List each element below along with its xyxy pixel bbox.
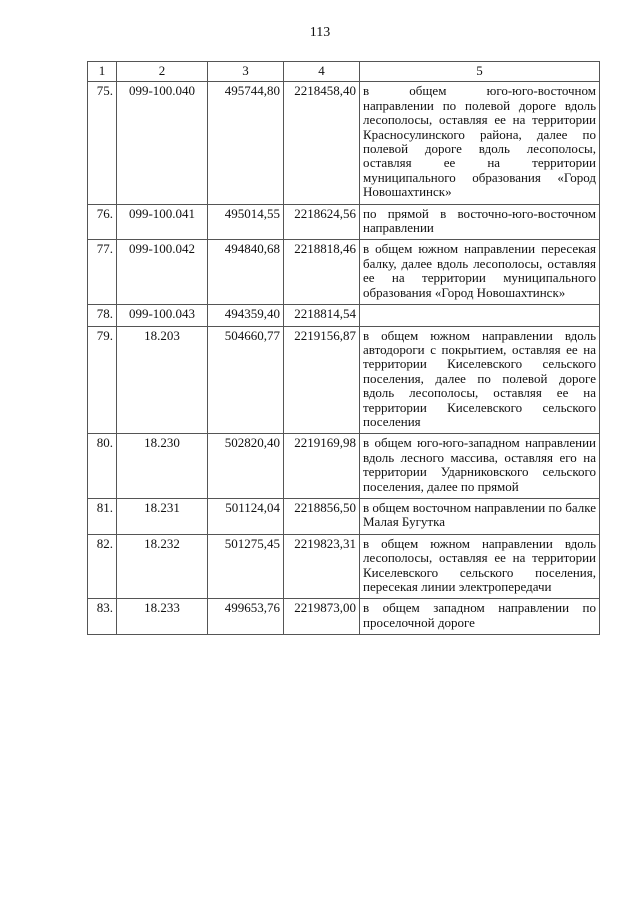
y-coordinate-cell: 2219873,00 <box>284 599 360 635</box>
row-number-cell: 78. <box>88 305 117 326</box>
y-coordinate-cell: 2219169,98 <box>284 434 360 499</box>
point-code-cell: 099-100.043 <box>117 305 208 326</box>
point-code-cell: 18.233 <box>117 599 208 635</box>
description-cell <box>360 305 600 326</box>
y-coordinate-cell: 2218818,46 <box>284 240 360 305</box>
point-code-cell: 099-100.041 <box>117 204 208 240</box>
table-row <box>88 434 600 499</box>
x-coordinate-cell: 494840,68 <box>208 240 284 305</box>
row-number-cell: 76. <box>88 204 117 240</box>
column-header: 3 <box>208 62 284 82</box>
table-row <box>88 240 600 305</box>
point-code-cell: 099-100.042 <box>117 240 208 305</box>
description-cell: в общем юго-юго-западном направлении вдоль лесного массива, оставляя его на территории Ударниковского сельского поселения, далее по прямой <box>360 434 600 499</box>
page-number: 113 <box>309 25 331 40</box>
boundary-points-table <box>87 61 600 635</box>
table-row <box>88 305 600 326</box>
table-row <box>88 204 600 240</box>
y-coordinate-cell: 2218624,56 <box>284 204 360 240</box>
table-row <box>88 498 600 534</box>
description-cell: в общем восточном направлении по балке Малая Бугутка <box>360 498 600 534</box>
x-coordinate-cell: 495744,80 <box>208 82 284 204</box>
row-number-cell: 82. <box>88 534 117 599</box>
y-coordinate-cell: 2218856,50 <box>284 498 360 534</box>
row-number-cell: 81. <box>88 498 117 534</box>
x-coordinate-cell: 495014,55 <box>208 204 284 240</box>
table-row <box>88 534 600 599</box>
y-coordinate-cell: 2219156,87 <box>284 326 360 434</box>
point-code-cell: 18.231 <box>117 498 208 534</box>
table-header <box>88 62 600 82</box>
row-number-cell: 77. <box>88 240 117 305</box>
point-code-cell: 099-100.040 <box>117 82 208 204</box>
point-code-cell: 18.232 <box>117 534 208 599</box>
column-header: 1 <box>88 62 117 82</box>
row-number-cell: 79. <box>88 326 117 434</box>
description-cell: в общем южном направлении вдоль автодороги с покрытием, оставляя ее на территории Киселевского сельского поселения, далее по полевой дороге вдоль лесополосы, оставляя ее на территории Киселевского сельского поселения <box>360 326 600 434</box>
description-cell: в общем западном направлении по проселочной дороге <box>360 599 600 635</box>
row-number-cell: 83. <box>88 599 117 635</box>
header-row <box>88 62 600 82</box>
column-header: 5 <box>360 62 600 82</box>
point-code-cell: 18.230 <box>117 434 208 499</box>
row-number-cell: 75. <box>88 82 117 204</box>
table-row <box>88 326 600 434</box>
x-coordinate-cell: 501124,04 <box>208 498 284 534</box>
x-coordinate-cell: 504660,77 <box>208 326 284 434</box>
column-header: 4 <box>284 62 360 82</box>
x-coordinate-cell: 494359,40 <box>208 305 284 326</box>
y-coordinate-cell: 2218814,54 <box>284 305 360 326</box>
y-coordinate-cell: 2219823,31 <box>284 534 360 599</box>
x-coordinate-cell: 502820,40 <box>208 434 284 499</box>
table-row <box>88 82 600 204</box>
description-cell: по прямой в восточно-юго-восточном направлении <box>360 204 600 240</box>
table-row <box>88 599 600 635</box>
column-header: 2 <box>117 62 208 82</box>
y-coordinate-cell: 2218458,40 <box>284 82 360 204</box>
x-coordinate-cell: 501275,45 <box>208 534 284 599</box>
point-code-cell: 18.203 <box>117 326 208 434</box>
row-number-cell: 80. <box>88 434 117 499</box>
description-cell: в общем южном направлении пересекая балку, далее вдоль лесополосы, оставляя ее на территории муниципального образования «Город Новошахтинск» <box>360 240 600 305</box>
description-cell: в общем южном направлении вдоль лесополосы, оставляя ее на территории Киселевского сельского поселения, пересекая линии электропередачи <box>360 534 600 599</box>
x-coordinate-cell: 499653,76 <box>208 599 284 635</box>
description-cell: в общем юго-юго-восточном направлении по полевой дороге вдоль лесополосы, оставляя ее на территории Красносулинского района, далее по полевой дороге вдоль лесополосы, оставляя ее на территории муниципального образования «Город Новошахтинск» <box>360 82 600 204</box>
